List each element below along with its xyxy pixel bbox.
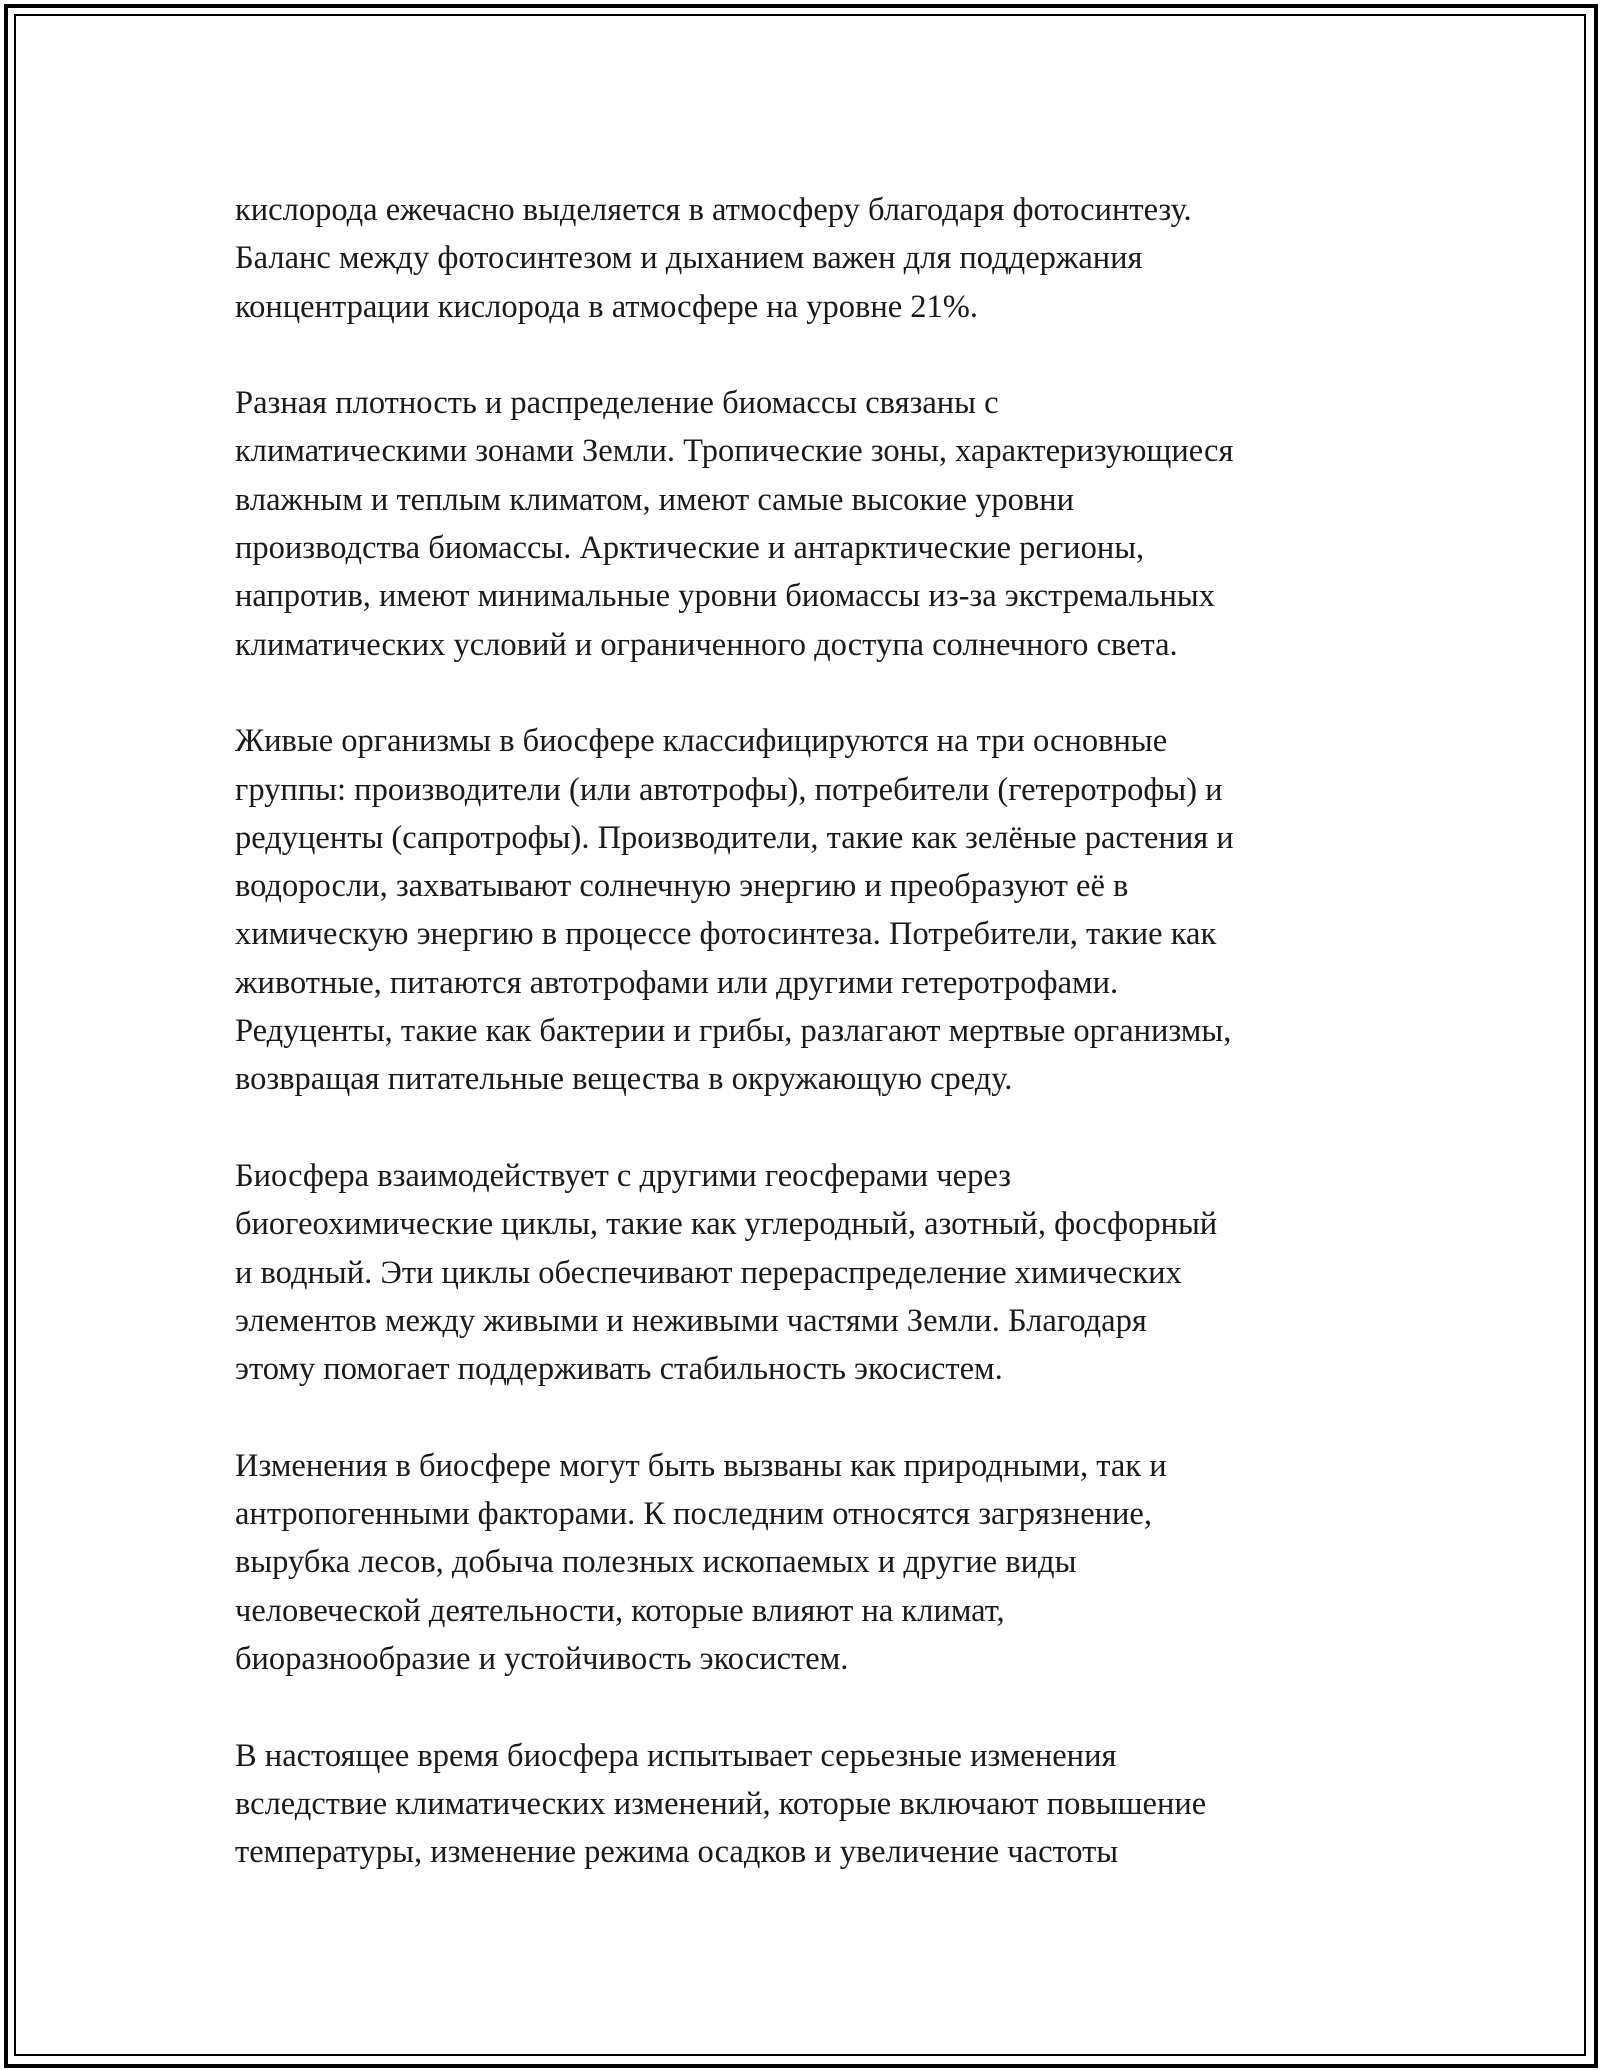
text-line: производства биомассы. Арктические и антарктические регионы, xyxy=(235,530,1145,567)
paragraph-organisms xyxy=(235,717,1395,1103)
paragraph-climate xyxy=(235,1732,1395,1877)
text-line: биогеохимические циклы, такие как углеродный, азотный, фосфорный xyxy=(235,1206,1218,1243)
text-line: Разная плотность и распределение биомассы связаны с xyxy=(235,385,999,422)
text-line: и водный. Эти циклы обеспечивают перераспределение химических xyxy=(235,1254,1182,1291)
paragraph-biomass xyxy=(235,379,1395,669)
text-line: возвращая питательные вещества в окружающую среду. xyxy=(235,1061,1013,1098)
text-line: Изменения в биосфере могут быть вызваны как природными, так и xyxy=(235,1447,1167,1484)
text-line: антропогенными факторами. К последним относятся загрязнение, xyxy=(235,1496,1152,1533)
text-line: напротив, имеют минимальные уровни биомассы из-за экстремальных xyxy=(235,578,1216,615)
text-line: влажным и теплым климатом, имеют самые высокие уровни xyxy=(235,481,1075,518)
text-line: химическую энергию в процессе фотосинтеза. Потребители, такие как xyxy=(235,916,1217,953)
paragraph-changes xyxy=(235,1442,1395,1683)
text-line: группы: производители (или автотрофы), потребители (гетеротрофы) и xyxy=(235,771,1223,808)
text-line: редуценты (сапротрофы). Производители, такие как зелёные растения и xyxy=(235,819,1234,856)
text-line: климатическими зонами Земли. Тропические зоны, характеризующиеся xyxy=(235,433,1234,470)
text-line: кислорода ежечасно выделяется в атмосферу благодаря фотосинтезу. xyxy=(235,192,1192,228)
document-body xyxy=(235,186,1395,1925)
text-line: этому помогает поддерживать стабильность экосистем. xyxy=(235,1351,1003,1388)
text-line: Живые организмы в биосфере классифицируются на три основные xyxy=(235,723,1168,760)
paragraph-cycles xyxy=(235,1152,1395,1393)
text-line: биоразнообразие и устойчивость экосистем. xyxy=(235,1640,849,1677)
text-line: Биосфера взаимодействует с другими геосферами через xyxy=(235,1157,1011,1194)
text-line: концентрации кислорода в атмосфере на уровне 21%. xyxy=(235,288,978,325)
text-line: человеческой деятельности, которые влияют на климат, xyxy=(235,1592,1005,1629)
text-line: водоросли, захватывают солнечную энергию и преобразуют её в xyxy=(235,868,1129,905)
text-line: вследствие климатических изменений, которые включают повышение xyxy=(235,1785,1207,1822)
text-line: вырубка лесов, добыча полезных ископаемых и другие виды xyxy=(235,1544,1077,1581)
text-line: Редуценты, такие как бактерии и грибы, разлагают мертвые организмы, xyxy=(235,1013,1232,1050)
text-line: элементов между живыми и неживыми частями Земли. Благодаря xyxy=(235,1302,1147,1339)
text-line: животные, питаются автотрофами или другими гетеротрофами. xyxy=(235,964,1119,1001)
paragraph-oxygen xyxy=(235,186,1395,331)
text-line: Баланс между фотосинтезом и дыханием важен для поддержания xyxy=(235,240,1143,277)
text-line: климатических условий и ограниченного доступа солнечного света. xyxy=(235,626,1178,663)
text-line: температуры, изменение режима осадков и увеличение частоты xyxy=(235,1834,1119,1871)
text-line: В настоящее время биосфера испытывает серьезные изменения xyxy=(235,1737,1117,1774)
